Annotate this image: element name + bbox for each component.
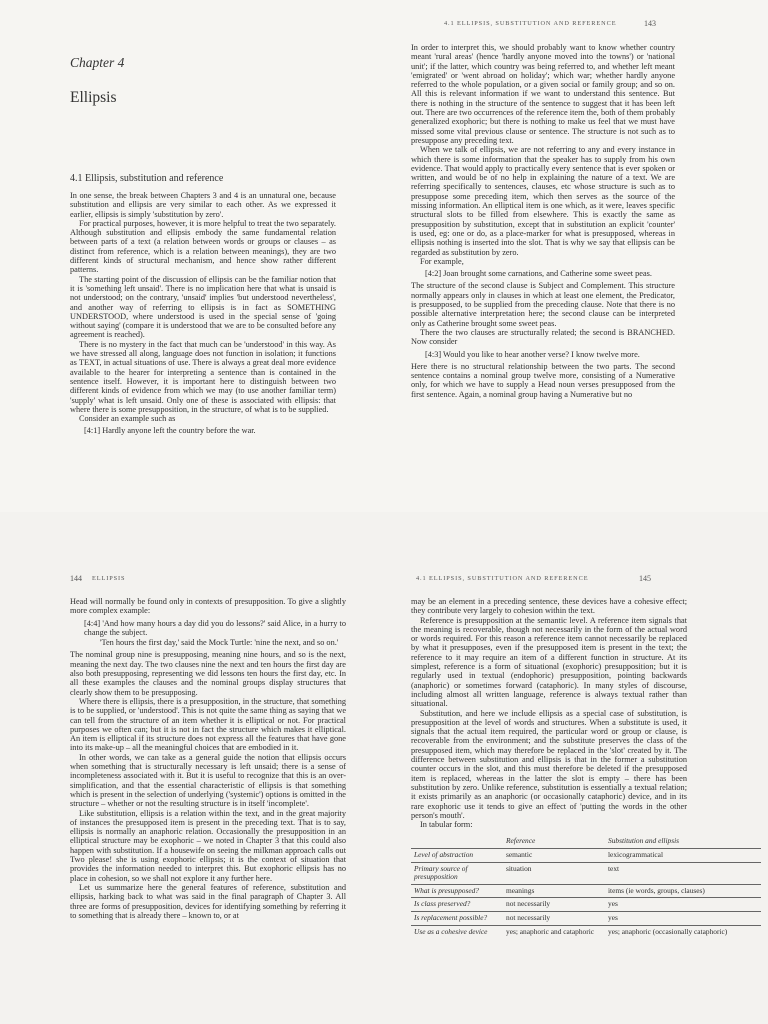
- paragraph: In order to interpret this, we should probably want to know whether country meant 'rural areas' (hence 'hardly anyone moved into the towns') or 'national unit'; if the latter, which country was being referred to, and whether left meant 'emigrated' or 'went abroad on holiday'; which war; whether hardly anyone referred to the whole population, or a given social or family group; and so on. All this is relevant information if we want to understand this sentence. But there is nothing in the structure of the sentence to suggest that it has been left out. There are two occurrences of the reference item the, both of them probably generalized exophoric; but there is nothing to make us feel that we must have missed some vital previous clause or sentence. The structure is not such as to presuppose any preceding text.: [411, 43, 675, 145]
- paragraph: For practical purposes, however, it is more helpful to treat the two separately. Although substitution and ellipsis embody the same fundamental relation between parts of a text (a relation between words or groups or clauses – as distinct from reference, which is a relation between meanings), they are two different kinds of structural mechanism, and hence show rather different patterns.: [70, 218, 336, 275]
- table-cell: yes; anaphoric and cataphoric: [503, 925, 605, 938]
- table-row: [411, 898, 761, 912]
- row-label: Is class preserved?: [411, 898, 503, 912]
- paragraph: In tabular form:: [420, 820, 473, 830]
- example-4-4-cont: 'Ten hours the first day,' said the Mock Turtle: 'nine the next, and so on.': [100, 638, 339, 648]
- table-row: [411, 911, 761, 925]
- paragraph: When we talk of ellipsis, we are not referring to any and every instance in which there is some information that the speaker has to supply from his own evidence. That would apply to practically every sentence that is ever spoken or written, and would be of no help in explaining the nature of a text. We are referring specifically to sentences, clauses, etc whose structure is such as to presuppose some preceding item, which then serves as the source of the missing information. An elliptical item is one which, as it were, leaves specific structural slots to be filled from elsewhere. This is exactly the same as presupposition by substitution, except that in substitution an explicit 'counter' is used, eg: one or do, as a place-marker for what is presupposed, whereas in ellipsis nothing is inserted into the slot. That is why we say that ellipsis can be regarded as substitution by zero.: [411, 145, 675, 257]
- row-label: What is presupposed?: [411, 884, 503, 898]
- table-cell: lexicogrammatical: [605, 849, 761, 863]
- table-cell: yes; anaphoric (occasionally cataphoric): [605, 925, 761, 938]
- chapter-title: Ellipsis: [70, 89, 117, 106]
- paragraph: Where there is ellipsis, there is a presupposition, in the structure, that something is to be supplied, or 'understood'. This is not quite the same thing as saying that we can tell from the structure of an item whether it is elliptical or not. For practical purposes we often can; but it is not in fact the structure which makes it elliptical. An item is elliptical if its structure does not express all the features that have gone into its make-up – all the meaningful choices that are embodied in it.: [70, 696, 346, 753]
- running-head: 4.1 ELLIPSIS, SUBSTITUTION AND REFERENCE: [416, 575, 589, 582]
- paragraph: For example,: [420, 256, 464, 266]
- table-header-cell: [411, 835, 503, 848]
- paragraph: Here there is no structural relationship between the two parts. The second sentence contains a nominal group twelve more, consisting of a Numerative only, for which we have to supply a Head noun verses presupposed from the first sentence. Again, a nominal group having a Numerative but no: [411, 361, 675, 399]
- paragraph: In one sense, the break between Chapters 3 and 4 is an unnatural one, because substitution and ellipsis are very similar to each other. As we expressed it earlier, ellipsis is simply 'substitution by zero'.: [70, 191, 336, 219]
- paragraph: The structure of the second clause is Subject and Complement. This structure normally appears only in clauses in which at least one element, the Predicator, is presupposed, to be supplied from the preceding clause. Note that there is no possible alternative interpretation here; the second clause can be interpreted only as Catherine brought some sweet peas.: [411, 281, 675, 328]
- table-cell: not necessarily: [503, 898, 605, 912]
- row-label: Primary source of presupposition: [411, 862, 503, 884]
- row-label: Use as a cohesive device: [411, 925, 503, 938]
- paragraph: The starting point of the discussion of ellipsis can be the familiar notion that it is 'something left unsaid'. There is no implication here that what is unsaid is not understood; on the contrary, 'unsaid' implies 'but understood nevertheless', and another way of referring to ellipsis is in fact as SOMETHING UNDERSTOOD, where understood is used in the special sense of 'going without saying' (compare it is understood that we are to be consulted before any agreement is reached).: [70, 274, 336, 340]
- paragraph: There the two clauses are structurally related; the second is BRANCHED. Now consider: [411, 327, 675, 347]
- paragraph: Reference is presupposition at the semantic level. A reference item signals that the meaning is recoverable, though not necessarily in the form of the actual word or words required. For this reason a reference item cannot necessarily be replaced by what it presupposes, even if the presupposed item is present in the text; the reference to it may require an item of a different function in structure. At its simplest, reference is a form of situational (exophoric) presupposition; but it is regularly used in textual (endophoric) presupposition, pointing backwards (anaphoric) or sometimes forward (cataphoric). In many styles of discourse, including almost all written language, reference is always textual rather than situational.: [411, 615, 687, 709]
- table-cell: semantic: [503, 849, 605, 863]
- table-row: [411, 925, 761, 938]
- paragraph: There is no mystery in the fact that much can be 'understood' in this way. As we have stressed all along, language does not function in isolation; it functions as TEXT, in actual situations of use. There is always a great deal more evidence available to the hearer for interpreting a sentence than is contained in the sentence itself. However, it is important here to distinguish between two different kinds of evidence from which we may (to use another familiar term) 'supply' what is left unsaid. Only one of these is associated with ellipsis: that where there is some presupposition, in the structure, of what is to be supplied.: [70, 339, 336, 414]
- paragraph: Head will normally be found only in contexts of presupposition. To give a slightly more complex example:: [70, 597, 346, 616]
- table-cell: yes: [605, 898, 761, 912]
- paragraph: Substitution, and here we include ellipsis as a special case of substitution, is presupposition at the level of words and structures. When a substitute is used, it signals that the actual item required, the particular word or group or clause, is recoverable from the environment; and the substitute preserves the class of the presupposed item, which may therefore be replaced in the 'slot' created by it. The difference between substitution and ellipsis is that in the former a substitution counter occurs in the slot, and this must therefore be deleted if the presupposed item is replaced, whereas in the latter the slot is empty – there has been substitution by zero. Unlike reference, substitution is essentially a textual relation; it exists primarily as an anaphoric (or occasionally cataphoric) device, and in its rare exophoric use it tends to give an effect of 'putting the words in the other person's mouth'.: [411, 708, 687, 820]
- table-cell: situation: [503, 862, 605, 884]
- example-4-1: [4:1] Hardly anyone left the country before the war.: [84, 426, 256, 436]
- table-cell: text: [605, 862, 761, 884]
- paragraph: Like substitution, ellipsis is a relation within the text, and in the great majority of instances the presupposed item is present in the preceding text. That is to say, ellipsis is normally an anaphoric relation. Occasionally the presupposition in an elliptical structure may be exophoric – we noted in Chapter 3 that this could also happen with substitution. If a housewife on seeing the milkman approach calls out Two please! she is using exophoric ellipsis; it is the context of situation that provides the information needed to interpret this. But exophoric ellipsis has no place in cohesion, so we shall not explore it any further here.: [70, 808, 346, 883]
- table-header-cell: Substitution and ellipsis: [608, 836, 680, 846]
- section-heading: 4.1 Ellipsis, substitution and reference: [70, 173, 224, 184]
- table-header-row: [411, 835, 761, 848]
- table-cell: meanings: [503, 884, 605, 898]
- paragraph: The nominal group nine is presupposing, meaning nine hours, and so is the next, meaning the next day. The two clauses nine the next and ten hours the first day are also both presupposing, representing we did lessons ten hours the first day, etc. In all these examples the clauses and the nominal groups display structures that clearly show them to be presupposing.: [70, 650, 346, 697]
- page-142: [0, 0, 384, 512]
- example-4-3: [4:3] Would you like to hear another verse? I know twelve more.: [425, 349, 640, 359]
- table-row: [411, 884, 761, 898]
- running-head: 4.1 ELLIPSIS, SUBSTITUTION AND REFERENCE: [444, 20, 617, 27]
- page-144: [0, 512, 384, 1024]
- body-text: [70, 191, 336, 439]
- comparison-table: [411, 835, 761, 938]
- page-145: [384, 512, 768, 1024]
- paragraph: may be an element in a preceding sentence, these devices have a cohesive effect; they contribute very largely to cohesion within the text.: [411, 597, 687, 616]
- table-header-cell: Reference: [506, 836, 536, 846]
- running-head: ELLIPSIS: [92, 575, 126, 582]
- page-143: [384, 0, 768, 512]
- example-4-2: [4:2] Joan brought some carnations, and Catherine some sweet peas.: [425, 269, 652, 279]
- body-text: [70, 597, 346, 920]
- paragraph: In other words, we can take as a general guide the notion that ellipsis occurs when something that is structurally necessary is left unsaid; there is a sense of incompleteness associated with it. But it is useful to recognize that this is an over-simplification, and that the essential characteristic of ellipsis is that something which is present in the selection of underlying ('systemic') options is omitted in the structure – whether or not the resulting structure is in itself 'incomplete'.: [70, 752, 346, 809]
- row-label: Level of abstraction: [411, 849, 503, 863]
- table-row: [411, 862, 761, 884]
- paragraph: Let us summarize here the general features of reference, substitution and ellipsis, harking back to what was said in the final paragraph of Chapter 3. All three are forms of presupposition, devices for identifying something by referring it to something that is already there – known to, or at: [70, 882, 346, 920]
- table-cell: items (ie words, groups, clauses): [605, 884, 761, 898]
- page-number: 144: [70, 574, 82, 583]
- body-text: [411, 597, 728, 938]
- paragraph: Consider an example such as: [79, 414, 176, 424]
- table-cell: yes: [605, 911, 761, 925]
- example-4-4: [4:4] 'And how many hours a day did you do lessons?' said Alice, in a hurry to change the subject.: [84, 618, 346, 637]
- page-number: 145: [639, 574, 651, 583]
- table-row: [411, 849, 761, 863]
- chapter-label: Chapter 4: [70, 55, 125, 70]
- body-text: [411, 43, 675, 399]
- table-cell: not necessarily: [503, 911, 605, 925]
- page-number: 143: [644, 19, 656, 28]
- row-label: Is replacement possible?: [411, 911, 503, 925]
